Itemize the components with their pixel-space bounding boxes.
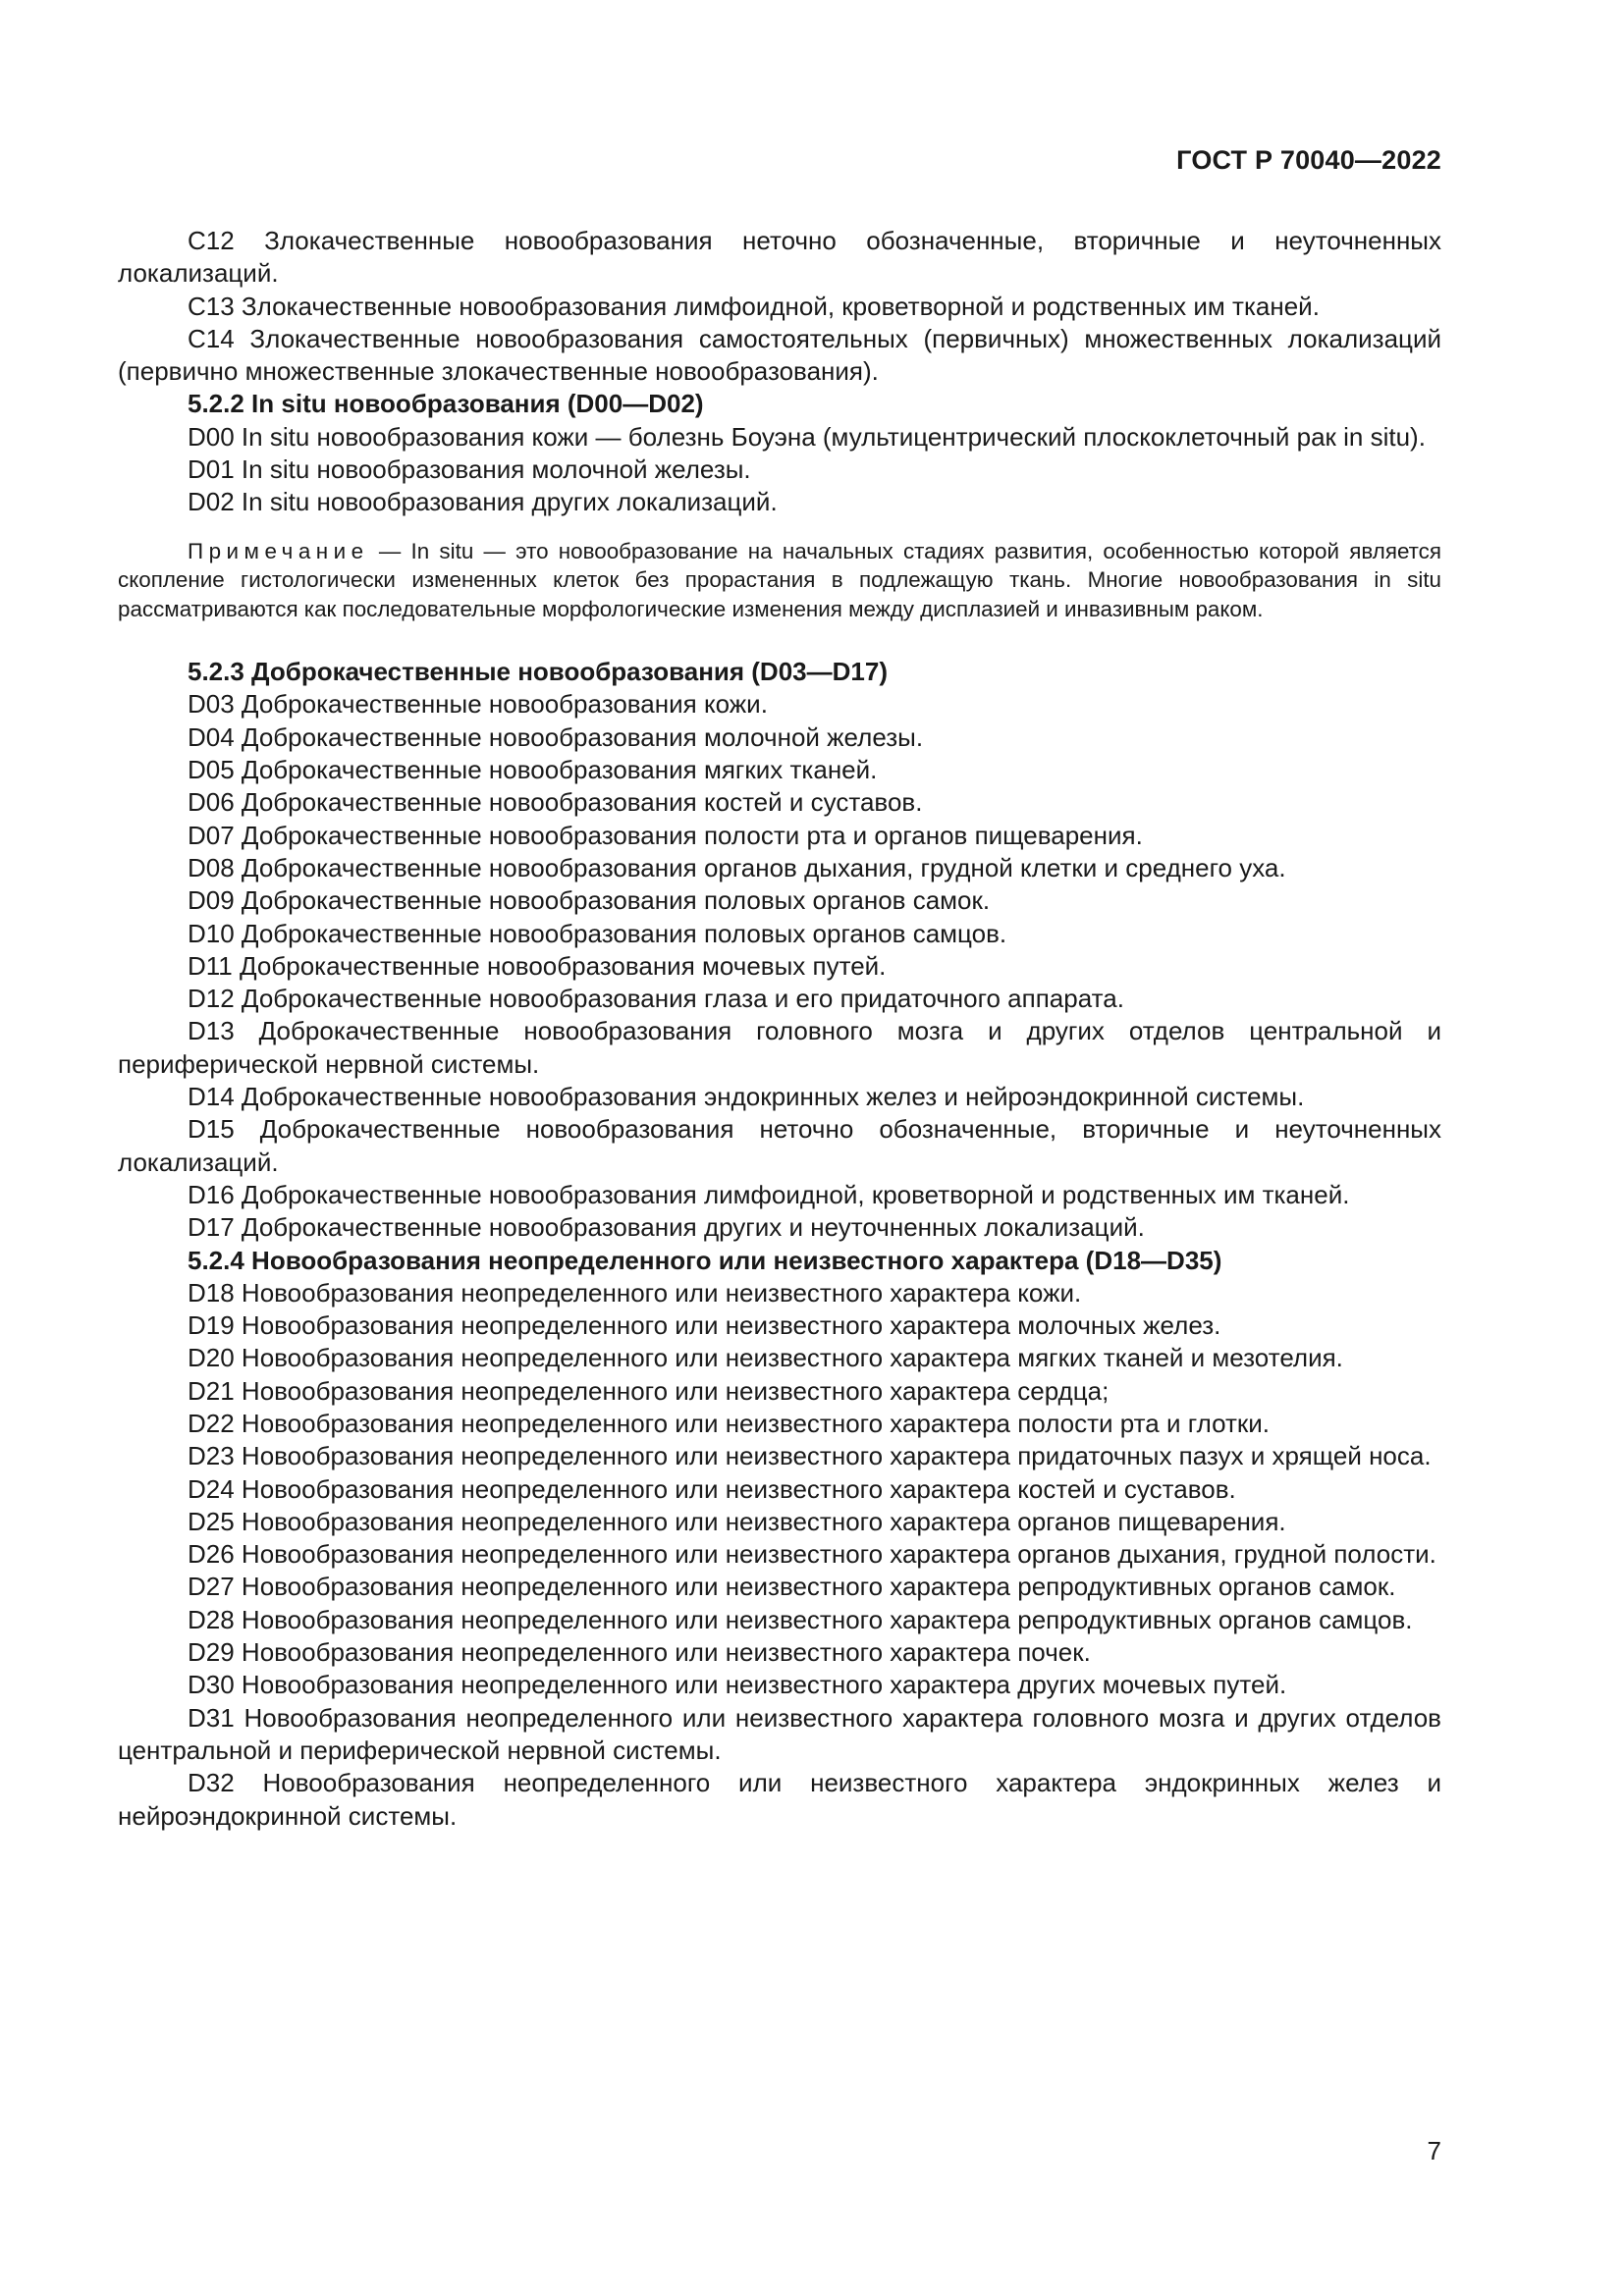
paragraph-d10: D10 Доброкачественные новообразования половых органов самцов. bbox=[188, 918, 1007, 948]
paragraph-d29: D29 Новообразования неопределенного или неизвестного характера почек. bbox=[188, 1637, 1091, 1668]
paragraph-d32: D32 Новообразования неопределенного или неизвестного характера эндокринных желез и нейроэндокринной системы. bbox=[118, 1768, 1441, 1831]
paragraph-d18: D18 Новообразования неопределенного или неизвестного характера кожи. bbox=[188, 1277, 1082, 1308]
note-text: — In situ — это новообразование на начальных стадиях развития, особенностью которой является скопление гистологически измененных клеток без прорастания в подлежащую ткань. Многие новообразования in situ рассматриваются как последовательные морфологические изменения между дисплазией и инвазивным раком. bbox=[118, 538, 1441, 621]
paragraph-d20: D20 Новообразования неопределенного или неизвестного характера мягких тканей и мезотелия. bbox=[188, 1343, 1343, 1373]
paragraph-c13: С13 Злокачественные новообразования лимфоидной, кроветворной и родственных им тканей. bbox=[188, 291, 1320, 321]
paragraph-d11: D11 Доброкачественные новообразования мочевых путей. bbox=[188, 950, 887, 981]
paragraph-d27: D27 Новообразования неопределенного или неизвестного характера репродуктивных органов самок. bbox=[188, 1572, 1396, 1602]
paragraph-d02: D02 In situ новообразования других локализаций. bbox=[188, 487, 778, 517]
paragraph-d31: D31 Новообразования неопределенного или неизвестного характера головного мозга и других отделов центральной и периферической нервной системы. bbox=[118, 1702, 1441, 1765]
paragraph-d24: D24 Новообразования неопределенного или неизвестного характера костей и суставов. bbox=[188, 1473, 1236, 1504]
paragraph-d25: D25 Новообразования неопределенного или неизвестного характера органов пищеварения. bbox=[188, 1506, 1286, 1536]
paragraph-d07: D07 Доброкачественные новообразования полости рта и органов пищеварения. bbox=[188, 820, 1143, 850]
paragraph-d08: D08 Доброкачественные новообразования органов дыхания, грудной клетки и среднего уха. bbox=[188, 852, 1286, 882]
paragraph-d00: D00 In situ новообразования кожи — болезнь Боуэна (мультицентрический плоскоклеточный рак in situ). bbox=[188, 421, 1426, 452]
standard-code-header: ГОСТ Р 70040—2022 bbox=[1176, 145, 1441, 175]
page-number: 7 bbox=[1427, 2136, 1441, 2165]
paragraph-d03: D03 Доброкачественные новообразования кожи. bbox=[188, 689, 768, 720]
paragraph-d13: D13 Доброкачественные новообразования головного мозга и других отделов центральной и периферической нервной системы. bbox=[118, 1016, 1441, 1079]
section-heading-5-2-3: 5.2.3 Доброкачественные новообразования (D03—D17) bbox=[188, 657, 888, 687]
note-label: Примечание bbox=[188, 538, 369, 563]
paragraph-d01: D01 In situ новообразования молочной железы. bbox=[188, 454, 751, 485]
paragraph-c12: С12 Злокачественные новообразования неточно обозначенные, вторичные и неуточненных локализаций. bbox=[118, 226, 1441, 289]
paragraph-d06: D06 Доброкачественные новообразования костей и суставов. bbox=[188, 787, 923, 818]
paragraph-d09: D09 Доброкачественные новообразования половых органов самок. bbox=[188, 885, 991, 916]
paragraph-d05: D05 Доброкачественные новообразования мягких тканей. bbox=[188, 755, 878, 785]
paragraph-d30: D30 Новообразования неопределенного или неизвестного характера других мочевых путей. bbox=[188, 1670, 1287, 1700]
paragraph-d14: D14 Доброкачественные новообразования эндокринных желез и нейроэндокринной системы. bbox=[188, 1082, 1305, 1112]
note-block bbox=[118, 537, 1441, 624]
paragraph-d26: D26 Новообразования неопределенного или неизвестного характера органов дыхания, грудной полости. bbox=[188, 1539, 1436, 1570]
paragraph-d12: D12 Доброкачественные новообразования глаза и его придаточного аппарата. bbox=[188, 984, 1124, 1014]
paragraph-d16: D16 Доброкачественные новообразования лимфоидной, кроветворной и родственных им тканей. bbox=[188, 1179, 1350, 1209]
paragraph-d23: D23 Новообразования неопределенного или неизвестного характера придаточных пазух и хрящей носа. bbox=[188, 1441, 1432, 1471]
section-heading-5-2-4: 5.2.4 Новообразования неопределенного или неизвестного характера (D18—D35) bbox=[188, 1245, 1222, 1275]
paragraph-d15: D15 Доброкачественные новообразования неточно обозначенные, вторичные и неуточненных локализаций. bbox=[118, 1114, 1441, 1177]
paragraph-c14: С14 Злокачественные новообразования самостоятельных (первичных) множественных локализаций (первично множественные злокачественные новообразования). bbox=[118, 323, 1441, 387]
paragraph-d28: D28 Новообразования неопределенного или неизвестного характера репродуктивных органов самцов. bbox=[188, 1604, 1413, 1634]
document-body bbox=[118, 225, 1441, 1833]
paragraph-d17: D17 Доброкачественные новообразования других и неуточненных локализаций. bbox=[188, 1212, 1145, 1243]
paragraph-d04: D04 Доброкачественные новообразования молочной железы. bbox=[188, 721, 924, 752]
paragraph-d19: D19 Новообразования неопределенного или неизвестного характера молочных желез. bbox=[188, 1310, 1221, 1341]
section-heading-5-2-2: 5.2.2 In situ новообразования (D00—D02) bbox=[188, 389, 704, 419]
paragraph-d22: D22 Новообразования неопределенного или неизвестного характера полости рта и глотки. bbox=[188, 1409, 1271, 1438]
paragraph-d21: D21 Новообразования неопределенного или неизвестного характера сердца; bbox=[188, 1375, 1110, 1406]
